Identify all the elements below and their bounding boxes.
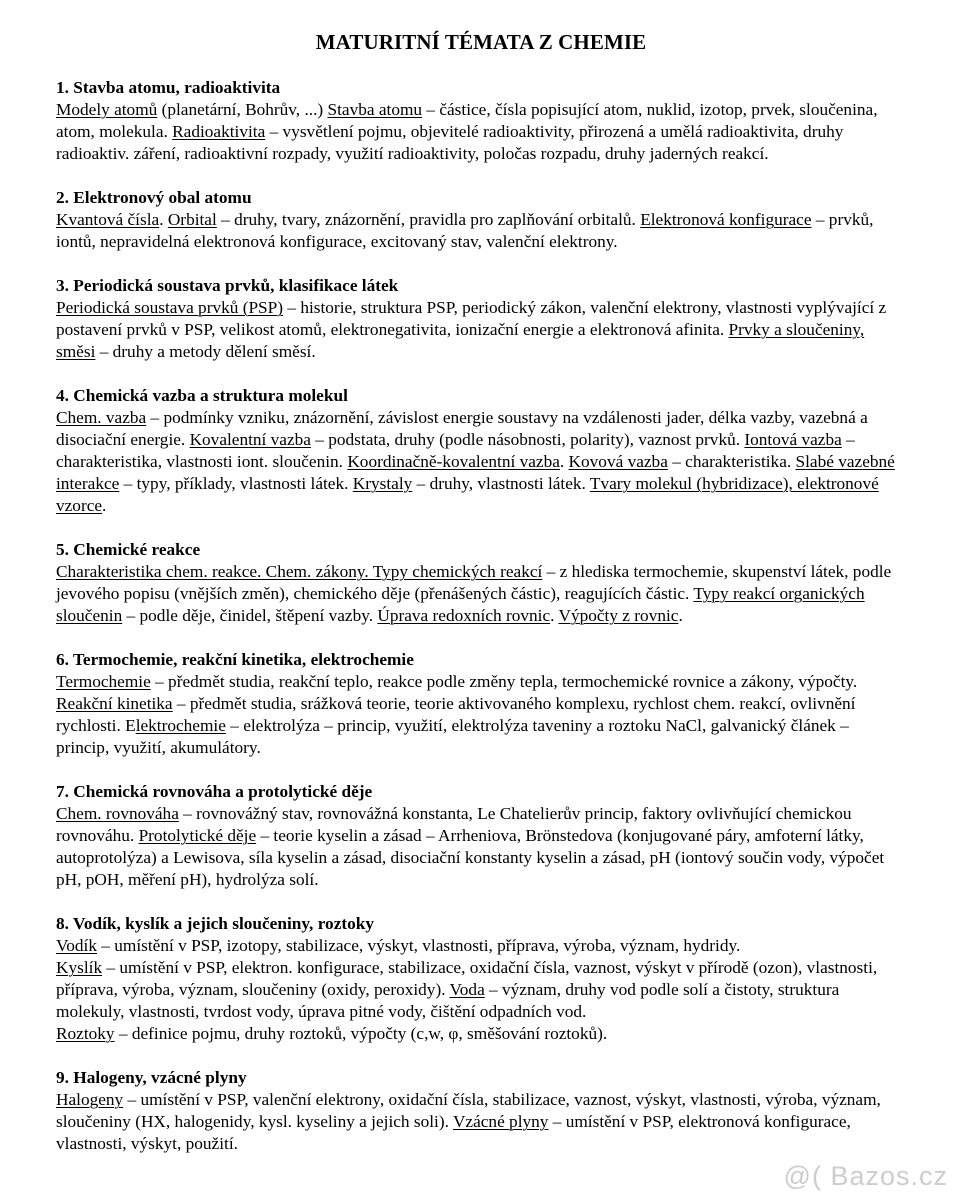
topic-body	[56, 297, 906, 363]
topic-section	[56, 275, 906, 363]
topic-heading: 5. Chemické reakce	[56, 540, 201, 559]
topic-keyword: lektrochemie	[135, 716, 226, 735]
topic-body	[56, 671, 906, 759]
topic-section	[56, 913, 906, 1045]
topic-heading: 4. Chemická vazba a struktura molekul	[56, 386, 348, 405]
topic-body	[56, 209, 906, 253]
topic-text: .	[550, 606, 559, 625]
topic-heading: 9. Halogeny, vzácné plyny	[56, 1068, 247, 1087]
topic-keyword: Kovalentní vazba	[189, 430, 311, 449]
document-page	[56, 30, 906, 1177]
topic-text: – prvků, iontů, nepravidelná elektronová konfigurace, excitovaný stav, valenční elektrony.	[56, 210, 874, 251]
topic-keyword: Úprava redoxních rovnic	[377, 606, 551, 625]
topic-heading: 1. Stavba atomu, radioaktivita	[56, 78, 281, 97]
topic-text: – částice, čísla popisující atom, nuklid, izotop, prvek, sloučenina, atom, molekula.	[56, 100, 878, 141]
watermark-logo-icon: @(	[783, 1161, 822, 1191]
topic-keyword: Krystaly	[352, 474, 413, 493]
topic-keyword: Modely atomů	[56, 100, 158, 119]
topic-text: – definice pojmu, druhy roztoků, výpočty (c,w, φ, směšování roztoků).	[114, 1024, 608, 1043]
topic-heading: 6. Termochemie, reakční kinetika, elektrochemie	[56, 650, 414, 669]
topic-text: – druhy, vlastnosti látek.	[412, 474, 590, 493]
topic-text: – umístění v PSP, elektron. konfigurace, stabilizace, oxidační čísla, vaznost, výskyt v přírodě (ozon), vlastnosti, příprava, výroba, význam, sloučeniny (oxidy, peroxidy).	[56, 958, 878, 999]
topic-keyword: Prvky a sloučeniny, směsi	[56, 320, 865, 361]
topic-text: – umístění v PSP, izotopy, stabilizace, výskyt, vlastnosti, příprava, výroba, význam, hydridy.	[96, 936, 741, 955]
topic-text: – podstata, druhy (podle násobnosti, polarity), vaznost prvků.	[310, 430, 745, 449]
topic-heading: 2. Elektronový obal atomu	[56, 188, 252, 207]
topic-text: – druhy a metody dělení směsí.	[95, 342, 316, 361]
topic-text: – charakteristika.	[667, 452, 796, 471]
topic-body-paragraph	[56, 935, 906, 957]
topic-text: .	[102, 496, 107, 515]
topic-keyword: Slabé vazebné interakce	[56, 452, 895, 493]
topic-body	[56, 803, 906, 891]
topic-keyword: Kyslík	[56, 958, 103, 977]
topic-keyword: Stavba atomu	[327, 100, 423, 119]
topic-section	[56, 781, 906, 891]
topic-section	[56, 385, 906, 517]
topic-text: .	[678, 606, 683, 625]
topic-section	[56, 1067, 906, 1155]
topic-keyword: Termochemie	[56, 672, 151, 691]
topic-body-paragraph	[56, 957, 906, 1023]
bazos-watermark	[784, 1161, 948, 1192]
topics-list	[56, 77, 906, 1155]
topic-keyword: Charakteristika chem. reakce. Chem. zákony. Typy chemických reakcí	[56, 562, 543, 581]
topic-text: – historie, struktura PSP, periodický zákon, valenční elektrony, vlastnosti vyplývající z postavení prvků v PSP, velikost atomů, elektronegativita, ionizační energie a elektronová afinita.	[56, 298, 887, 339]
topic-section	[56, 187, 906, 253]
watermark-text: Bazos.cz	[830, 1161, 948, 1191]
topic-body-paragraph	[56, 1023, 906, 1045]
topic-text: – podle děje, činidel, štěpení vazby.	[122, 606, 378, 625]
topic-keyword: Iontová vazba	[744, 430, 842, 449]
topic-text: (planetární, Bohrův, ...)	[157, 100, 328, 119]
document-title: MATURITNÍ TÉMATA Z CHEMIE	[315, 30, 647, 54]
topic-keyword: Voda	[449, 980, 485, 999]
topic-keyword: Výpočty z rovnic	[558, 606, 679, 625]
topic-text: – podmínky vzniku, znázornění, závislost energie soustavy na vzdálenosti jader, délka vazby, vazebná a disociační energie.	[56, 408, 868, 449]
topic-heading: 8. Vodík, kyslík a jejich sloučeniny, roztoky	[56, 914, 375, 933]
topic-keyword: Koordinačně-kovalentní vazba	[347, 452, 560, 471]
topic-text: .	[159, 210, 168, 229]
topic-text: – předmět studia, reakční teplo, reakce podle změny tepla, termochemické rovnice a zákony, výpočty.	[150, 672, 858, 691]
topic-heading: 3. Periodická soustava prvků, klasifikace látek	[56, 276, 399, 295]
topic-text: – druhy, tvary, znázornění, pravidla pro zaplňování orbitalů.	[216, 210, 641, 229]
topic-keyword: Chem. rovnováha	[56, 804, 179, 823]
topic-keyword: Radioaktivita	[172, 122, 266, 141]
topic-text: – rovnovážný stav, rovnovážná konstanta, Le Chatelierův princip, faktory ovlivňující chemickou rovnováhu.	[56, 804, 852, 845]
topic-body	[56, 561, 906, 627]
topic-text: – význam, druhy vod podle solí a čistoty, struktura molekuly, vlastnosti, tvrdost vody, úprava pitné vody, čištění odpadních vod.	[56, 980, 840, 1021]
topic-text: – předmět studia, srážková teorie, teorie aktivovaného komplexu, rychlost chem. reakcí, ovlivnění rychlosti. E	[56, 694, 856, 735]
topic-text: – umístění v PSP, valenční elektrony, oxidační čísla, stabilizace, vaznost, výskyt, vlastnosti, výroba, význam, sloučeniny (HX, halogenidy, kysl. kyseliny a jejich soli).	[56, 1090, 881, 1131]
topic-keyword: Protolytické děje	[138, 826, 257, 845]
topic-text: – umístění v PSP, elektronová konfigurace, vlastnosti, výskyt, použití.	[56, 1112, 851, 1153]
topic-text: .	[559, 452, 569, 471]
topic-keyword: Elektronová konfigurace	[640, 210, 812, 229]
topic-text: – z hlediska termochemie, skupenství látek, podle jevového popisu (vnějších změn), chemického děje (přenášených částic), reagujících částic.	[56, 562, 892, 603]
topic-body	[56, 1089, 906, 1155]
topic-text: – elektrolýza – princip, využití, elektrolýza taveniny a roztoku NaCl, galvanický článek – princip, využití, akumulátory.	[56, 716, 849, 757]
topic-keyword: Tvary molekul (hybridizace), elektronové vzorce	[56, 474, 879, 515]
topic-text: – teorie kyselin a zásad – Arrheniova, Brönstedova (konjugované páry, amfoterní látky, autoprotolýza) a Lewisova, síla kyselin a zásad, disociační konstanty kyselin a zásad, pH (iontový součin vody, výpočet pH, pOH, měření pH), hydrolýza solí.	[56, 826, 885, 889]
topic-keyword: Vzácné plyny	[452, 1112, 549, 1131]
topic-section	[56, 539, 906, 627]
topic-keyword: Orbital	[167, 210, 217, 229]
topic-body	[56, 99, 906, 165]
topic-keyword: Kovová vazba	[568, 452, 668, 471]
topic-keyword: Chem. vazba	[56, 408, 147, 427]
topic-text: – charakteristika, vlastnosti iont. sloučenin.	[56, 430, 855, 471]
topic-section	[56, 649, 906, 759]
topic-text: – vysvětlení pojmu, objevitelé radioaktivity, přirozená a umělá radioaktivita, druhy radioaktiv. záření, radioaktivní rozpady, využití radioaktivity, poločas rozpadu, druhy jaderných reakcí.	[56, 122, 844, 163]
topic-keyword: Halogeny	[56, 1090, 124, 1109]
topic-text: – typy, příklady, vlastnosti látek.	[119, 474, 353, 493]
topic-keyword: Periodická soustava prvků (PSP)	[56, 298, 284, 317]
topic-body	[56, 407, 906, 517]
topic-keyword: Kvantová čísla	[56, 210, 160, 229]
topic-keyword: Roztoky	[56, 1024, 115, 1043]
topic-keyword: Reakční kinetika	[56, 694, 173, 713]
topic-heading: 7. Chemická rovnováha a protolytické děje	[56, 782, 373, 801]
topic-keyword: Vodík	[56, 936, 97, 955]
topic-section	[56, 77, 906, 165]
topic-keyword: Typy reakcí organických sloučenin	[56, 584, 865, 625]
